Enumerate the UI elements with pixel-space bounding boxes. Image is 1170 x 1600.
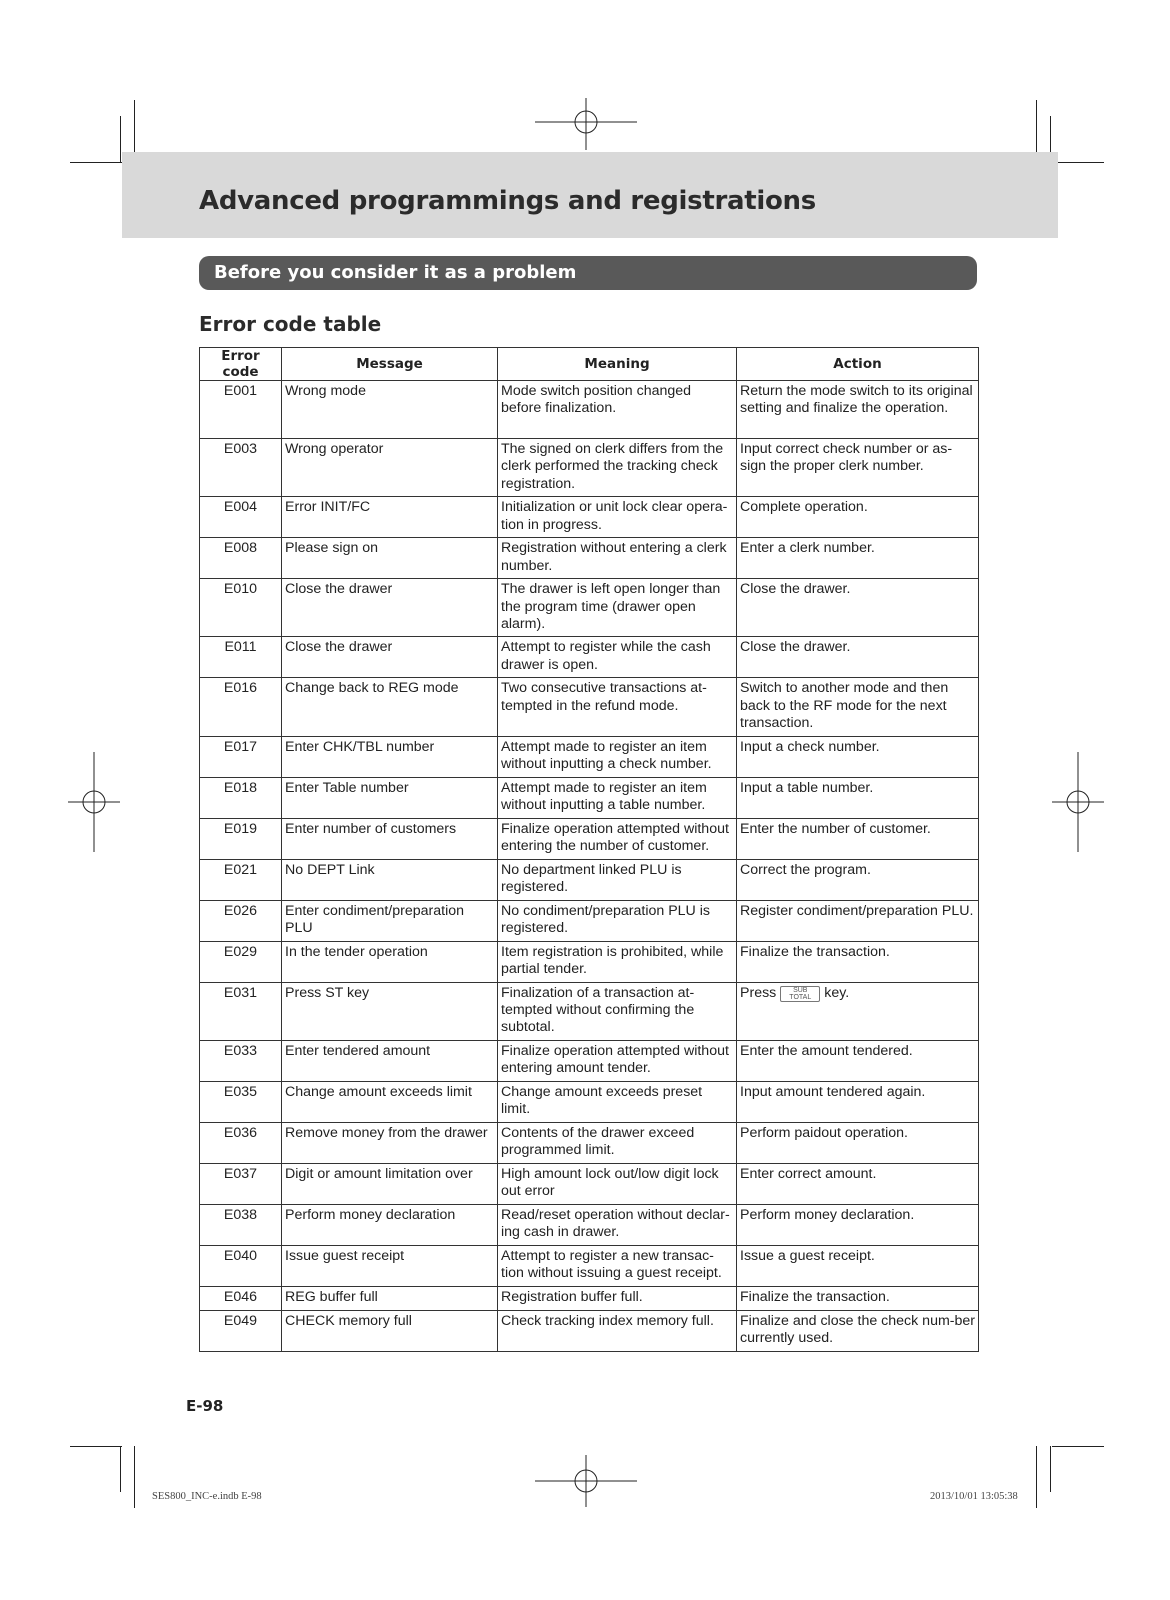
- cell-error-code: E018: [200, 777, 282, 818]
- cell-message: Close the drawer: [282, 579, 498, 637]
- column-header-meaning: Meaning: [498, 348, 737, 381]
- cell-action: Correct the program.: [737, 859, 979, 900]
- cell-error-code: E003: [200, 439, 282, 497]
- table-row: [200, 859, 979, 900]
- cell-error-code: E017: [200, 736, 282, 777]
- cell-error-code: E029: [200, 941, 282, 982]
- cell-error-code: E016: [200, 678, 282, 736]
- column-header-message: Message: [282, 348, 498, 381]
- section-title: Before you consider it as a problem: [214, 262, 577, 283]
- cell-action: Finalize the transaction.: [737, 941, 979, 982]
- column-header-error-code: Error code: [200, 348, 282, 381]
- cell-message: Close the drawer: [282, 637, 498, 678]
- registration-mark: [535, 98, 637, 150]
- crop-mark: [70, 162, 122, 163]
- crop-mark: [1050, 1446, 1051, 1492]
- cell-meaning: Finalization of a transaction at-tempted without confirming the subtotal.: [498, 982, 737, 1040]
- cell-action: Finalize and close the check num-ber currently used.: [737, 1310, 979, 1351]
- table-row: [200, 1204, 979, 1245]
- table-row: [200, 637, 979, 678]
- cell-action: Close the drawer.: [737, 637, 979, 678]
- table-row: [200, 1286, 979, 1310]
- registration-mark: [68, 752, 120, 852]
- cell-message: Enter Table number: [282, 777, 498, 818]
- cell-meaning: Finalize operation attempted without entering the number of customer.: [498, 818, 737, 859]
- table-row: [200, 497, 979, 538]
- slug-date: 2013/10/01 13:05:38: [930, 1491, 1018, 1502]
- column-header-action: Action: [737, 348, 979, 381]
- table-row: [200, 381, 979, 439]
- cell-message: REG buffer full: [282, 1286, 498, 1310]
- cell-action: Perform money declaration.: [737, 1204, 979, 1245]
- cell-message: Error INIT/FC: [282, 497, 498, 538]
- cell-meaning: Read/reset operation without declar-ing cash in drawer.: [498, 1204, 737, 1245]
- cell-meaning: Contents of the drawer exceed programmed limit.: [498, 1122, 737, 1163]
- crop-mark: [70, 1446, 122, 1447]
- cell-message: Wrong operator: [282, 439, 498, 497]
- table-row: [200, 1245, 979, 1286]
- cell-action: Input a check number.: [737, 736, 979, 777]
- cell-action: Enter a clerk number.: [737, 538, 979, 579]
- cell-meaning: High amount lock out/low digit lock out error: [498, 1163, 737, 1204]
- cell-message: In the tender operation: [282, 941, 498, 982]
- cell-meaning: Attempt made to register an item without inputting a table number.: [498, 777, 737, 818]
- cell-message: Change back to REG mode: [282, 678, 498, 736]
- error-code-table: [199, 347, 979, 1352]
- table-row: [200, 538, 979, 579]
- cell-error-code: E011: [200, 637, 282, 678]
- cell-message: Change amount exceeds limit: [282, 1081, 498, 1122]
- table-title: Error code table: [199, 312, 382, 336]
- cell-meaning: The drawer is left open longer than the program time (drawer open alarm).: [498, 579, 737, 637]
- table-body: [200, 381, 979, 1352]
- cell-error-code: E004: [200, 497, 282, 538]
- cell-error-code: E031: [200, 982, 282, 1040]
- cell-message: No DEPT Link: [282, 859, 498, 900]
- cell-error-code: E001: [200, 381, 282, 439]
- key-bottom-label: TOTAL: [789, 993, 812, 1001]
- table-row: [200, 818, 979, 859]
- cell-message: Wrong mode: [282, 381, 498, 439]
- cell-action: [737, 982, 979, 1040]
- crop-mark: [1036, 1446, 1037, 1508]
- cell-error-code: E021: [200, 859, 282, 900]
- cell-meaning: The signed on clerk differs from the clerk performed the tracking check registration.: [498, 439, 737, 497]
- table-row: [200, 900, 979, 941]
- cell-meaning: Attempt made to register an item without inputting a check number.: [498, 736, 737, 777]
- cell-action: Enter the number of customer.: [737, 818, 979, 859]
- cell-error-code: E026: [200, 900, 282, 941]
- cell-action: Enter the amount tendered.: [737, 1040, 979, 1081]
- table-row: [200, 579, 979, 637]
- cell-error-code: E008: [200, 538, 282, 579]
- crop-mark: [120, 116, 121, 162]
- key-top-label: SUB: [793, 986, 808, 994]
- cell-error-code: E019: [200, 818, 282, 859]
- cell-meaning: Registration without entering a clerk number.: [498, 538, 737, 579]
- cell-meaning: Registration buffer full.: [498, 1286, 737, 1310]
- cell-error-code: E038: [200, 1204, 282, 1245]
- table-row: [200, 1310, 979, 1351]
- table-header-row: [200, 348, 979, 381]
- cell-error-code: E040: [200, 1245, 282, 1286]
- cell-meaning: Initialization or unit lock clear opera-tion in progress.: [498, 497, 737, 538]
- registration-mark: [1052, 752, 1104, 852]
- cell-meaning: Finalize operation attempted without entering amount tender.: [498, 1040, 737, 1081]
- cell-meaning: Change amount exceeds preset limit.: [498, 1081, 737, 1122]
- cell-message: Enter condiment/preparation PLU: [282, 900, 498, 941]
- table-row: [200, 1040, 979, 1081]
- cell-action: Issue a guest receipt.: [737, 1245, 979, 1286]
- cell-error-code: E010: [200, 579, 282, 637]
- cell-message: Enter number of customers: [282, 818, 498, 859]
- cell-action: Switch to another mode and then back to the RF mode for the next transaction.: [737, 678, 979, 736]
- cell-meaning: No department linked PLU is registered.: [498, 859, 737, 900]
- cell-meaning: Attempt to register a new transac-tion without issuing a guest receipt.: [498, 1245, 737, 1286]
- cell-message: CHECK memory full: [282, 1310, 498, 1351]
- cell-meaning: Two consecutive transactions at-tempted in the refund mode.: [498, 678, 737, 736]
- table-row: [200, 1081, 979, 1122]
- press-text: Press: [740, 984, 777, 1001]
- cell-message: Issue guest receipt: [282, 1245, 498, 1286]
- cell-action: Register condiment/preparation PLU.: [737, 900, 979, 941]
- cell-message: Remove money from the drawer: [282, 1122, 498, 1163]
- cell-meaning: Mode switch position changed before finalization.: [498, 381, 737, 439]
- crop-mark: [1052, 162, 1104, 163]
- table-row: [200, 1122, 979, 1163]
- cell-error-code: E049: [200, 1310, 282, 1351]
- cell-message: Enter tendered amount: [282, 1040, 498, 1081]
- cell-error-code: E035: [200, 1081, 282, 1122]
- cell-action: Enter correct amount.: [737, 1163, 979, 1204]
- cell-action: Input correct check number or as-sign the proper clerk number.: [737, 439, 979, 497]
- cell-message: Please sign on: [282, 538, 498, 579]
- cell-meaning: Check tracking index memory full.: [498, 1310, 737, 1351]
- cell-meaning: Attempt to register while the cash drawer is open.: [498, 637, 737, 678]
- table-row: [200, 1163, 979, 1204]
- table-row: [200, 777, 979, 818]
- key-text: key.: [824, 984, 850, 1001]
- cell-action: Perform paidout operation.: [737, 1122, 979, 1163]
- cell-message: Enter CHK/TBL number: [282, 736, 498, 777]
- cell-action: Input a table number.: [737, 777, 979, 818]
- cell-action: Input amount tendered again.: [737, 1081, 979, 1122]
- cell-error-code: E036: [200, 1122, 282, 1163]
- cell-action: Return the mode switch to its original setting and finalize the operation.: [737, 381, 979, 439]
- crop-mark: [120, 1446, 121, 1492]
- cell-meaning: No condiment/preparation PLU is registered.: [498, 900, 737, 941]
- cell-action: Close the drawer.: [737, 579, 979, 637]
- cell-error-code: E046: [200, 1286, 282, 1310]
- cell-message: Digit or amount limitation over: [282, 1163, 498, 1204]
- page-title: Advanced programmings and registrations: [199, 186, 816, 216]
- table-row: [200, 736, 979, 777]
- cell-message: Press ST key: [282, 982, 498, 1040]
- cell-message: Perform money declaration: [282, 1204, 498, 1245]
- crop-mark: [134, 1446, 135, 1508]
- table-row: [200, 678, 979, 736]
- cell-error-code: E037: [200, 1163, 282, 1204]
- cell-meaning: Item registration is prohibited, while partial tender.: [498, 941, 737, 982]
- table-row: [200, 439, 979, 497]
- cell-action: Complete operation.: [737, 497, 979, 538]
- table-row: [200, 941, 979, 982]
- cell-error-code: E033: [200, 1040, 282, 1081]
- page-number: E-98: [186, 1397, 224, 1415]
- subtotal-key-icon: [780, 986, 820, 1002]
- table-row: [200, 982, 979, 1040]
- slug-file: SES800_INC-e.indb E-98: [152, 1491, 262, 1502]
- cell-action: Finalize the transaction.: [737, 1286, 979, 1310]
- registration-mark: [535, 1455, 637, 1507]
- crop-mark: [1052, 1446, 1104, 1447]
